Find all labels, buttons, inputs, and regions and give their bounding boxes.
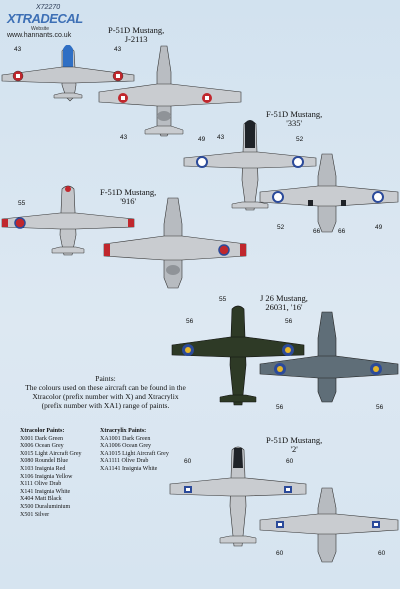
aircraft-1-number-2: 43 [114,46,122,53]
xtracrylix-item: XA1001 Dark Green [100,435,151,442]
aircraft-1-number-4: 43 [217,134,225,141]
aircraft-1-caption-line2: J-2113 [124,34,148,44]
xtracolor-item: X080 Roundel Blue [20,458,68,465]
aircraft-3-bottom-view [100,194,250,294]
aircraft-2-caption-line2: '335' [286,118,303,128]
xtracolor-item: X111 Olive Drab [20,481,62,488]
xtracrylix-title: Xtracrylix Paints: [100,428,147,434]
aircraft-5-caption-line1: P-51D Mustang, [266,435,323,445]
xtracolor-item: X141 Insignia White [20,488,71,495]
aircraft-3-number-2: 55 [219,296,227,303]
xtracolor-item: X001 Dark Green [20,435,63,442]
xtracrylix-item: XA1111 Olive Drab [100,458,149,465]
aircraft-4-number-2: 56 [285,318,293,325]
brand-url: www.hannants.co.uk [7,32,72,39]
aircraft-2-number-4: 66 [313,228,321,235]
xtracrylix-list [100,428,169,474]
xtracolor-item: X103 Insignia Red [20,465,66,472]
paints-intro [8,374,203,410]
aircraft-4-number-3: 56 [276,404,284,411]
aircraft-2-number-1: 49 [198,136,206,143]
xtracolor-item: X501 Silver [20,511,50,518]
aircraft-3-caption-line1: F-51D Mustang, [100,187,157,197]
aircraft-3-caption-line2: '916' [120,196,137,206]
aircraft-4-caption-line2: 26031, '16' [265,302,303,312]
aircraft-1-caption-line1: P-51D Mustang, [108,25,165,35]
aircraft-4-number-1: 56 [186,318,194,325]
aircraft-5-number-3: 60 [276,550,284,557]
brand-block [3,3,81,43]
aircraft-2-number-6: 49 [375,224,383,231]
aircraft-2-number-5: 66 [338,228,346,235]
aircraft-4-caption-line1: J 26 Mustang, [260,293,308,303]
brand-logo: XTRADECAL [7,11,83,26]
aircraft-4-bottom-view [258,308,400,408]
aircraft-1-number-1: 43 [14,46,22,53]
paints-intro-line1: The colours used on these aircraft can be found in the [25,383,186,392]
paints-title: Paints: [95,374,116,383]
aircraft-2-number-2: 52 [296,136,304,143]
xtracolor-item: X006 Ocean Grey [20,443,64,450]
aircraft-5-number-4: 60 [378,550,386,557]
xtracolor-item: X015 Light Aircraft Grey [20,450,82,457]
paints-intro-line3: (prefix number with XA1) range of paints. [41,401,170,410]
paints-intro-line2: Xtracolor (prefix number with X) and Xtracrylix [32,392,179,401]
xtracolor-title: Xtracolor Paints: [20,428,65,434]
aircraft-4-number-4: 56 [376,404,384,411]
xtracrylix-item: XA1015 Light Aircraft Grey [100,450,169,457]
aircraft-5-number-1: 60 [184,458,192,465]
xtracolor-item: X106 Insignia Yellow [20,473,73,480]
xtracolor-list [20,428,81,519]
xtracolor-item: X500 Duraluminium [20,503,71,510]
sheet-code: X72270 [36,4,61,11]
aircraft-5-number-2: 60 [286,458,294,465]
brand-subtitle: Website [31,26,49,32]
xtracrylix-item: XA1141 Insignia White [100,465,158,472]
aircraft-1-number-3: 43 [120,134,128,141]
aircraft-2-number-3: 52 [277,224,285,231]
aircraft-3-number-1: 55 [18,200,26,207]
aircraft-5-caption-line2: '2' [290,444,298,454]
xtracolor-item: X404 Matt Black [20,496,62,503]
xtracrylix-item: XA1006 Ocean Grey [100,443,151,450]
aircraft-2-caption-line1: F-51D Mustang, [266,109,323,119]
